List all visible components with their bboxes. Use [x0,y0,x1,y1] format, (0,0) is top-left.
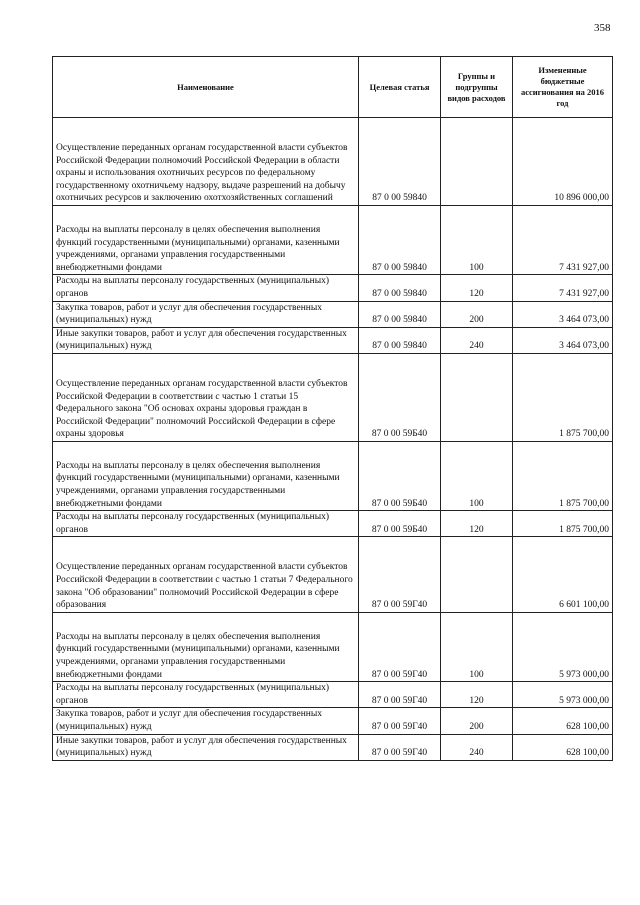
row-amount: 5 973 000,00 [513,682,613,708]
row-name: Осуществление переданных органам государственной власти субъектов Российской Федерации полномочий Российской Федерации в области охраны и использования охотничьих ресурсов по федеральному государственному охотничьему надзору, выдаче разрешений на добычу охотничьих ресурсов и заключению охотхозяйственных соглашений [53,118,359,206]
row-expense-group: 240 [441,327,513,353]
budget-table [52,56,613,761]
row-target-article: 87 0 00 59Г40 [359,537,441,612]
header-target-article: Целевая статья [359,57,441,118]
row-target-article: 87 0 00 59Г40 [359,734,441,760]
table-row [53,682,613,708]
row-expense-group [441,118,513,206]
row-target-article: 87 0 00 59840 [359,118,441,206]
table-row [53,511,613,537]
row-name: Расходы на выплаты персоналу в целях обеспечения выполнения функций государственными (муниципальными) органами, казенными учреждениями, органами управления государственными внебюджетными фондами [53,205,359,274]
row-amount: 10 896 000,00 [513,118,613,206]
row-expense-group: 120 [441,275,513,301]
table-row [53,612,613,681]
table-row [53,734,613,760]
row-expense-group: 200 [441,708,513,734]
header-allocations: Измененные бюджетные ассигнования на 2016 год [513,57,613,118]
row-name: Расходы на выплаты персоналу в целях обеспечения выполнения функций государственными (муниципальными) органами, казенными учреждениями, органами управления государственными внебюджетными фондами [53,441,359,510]
row-name: Закупка товаров, работ и услуг для обеспечения государственных (муниципальных) нужд [53,708,359,734]
row-name: Расходы на выплаты персоналу государственных (муниципальных) органов [53,682,359,708]
row-amount: 628 100,00 [513,708,613,734]
row-amount: 6 601 100,00 [513,537,613,612]
row-name: Иные закупки товаров, работ и услуг для обеспечения государственных (муниципальных) нужд [53,734,359,760]
row-amount: 628 100,00 [513,734,613,760]
row-name: Осуществление переданных органам государственной власти субъектов Российской Федерации в соответствии с частью 1 статьи 15 Федерального закона "Об основах охраны здоровья граждан в Российской Федерации" полномочий Российской Федерации в сфере охраны здоровья [53,353,359,441]
row-target-article: 87 0 00 59Б40 [359,511,441,537]
row-target-article: 87 0 00 59840 [359,275,441,301]
row-name: Закупка товаров, работ и услуг для обеспечения государственных (муниципальных) нужд [53,301,359,327]
row-expense-group: 200 [441,301,513,327]
row-amount: 1 875 700,00 [513,511,613,537]
row-name: Расходы на выплаты персоналу государственных (муниципальных) органов [53,275,359,301]
header-name: Наименование [53,57,359,118]
row-expense-group: 100 [441,441,513,510]
row-expense-group: 100 [441,205,513,274]
row-expense-group: 120 [441,511,513,537]
row-amount: 3 464 073,00 [513,327,613,353]
table-row [53,537,613,612]
table-row [53,353,613,441]
table-row [53,441,613,510]
row-target-article: 87 0 00 59840 [359,327,441,353]
header-expense-groups: Группы и подгруппы видов расходов [441,57,513,118]
table-row [53,708,613,734]
row-expense-group: 120 [441,682,513,708]
table-body [53,118,613,761]
row-target-article: 87 0 00 59Г40 [359,612,441,681]
row-expense-group [441,537,513,612]
row-target-article: 87 0 00 59Г40 [359,682,441,708]
table-row [53,118,613,206]
row-target-article: 87 0 00 59840 [359,301,441,327]
row-name: Расходы на выплаты персоналу в целях обеспечения выполнения функций государственными (муниципальными) органами, казенными учреждениями, органами управления государственными внебюджетными фондами [53,612,359,681]
row-amount: 5 973 000,00 [513,612,613,681]
table-row [53,301,613,327]
row-amount: 3 464 073,00 [513,301,613,327]
row-target-article: 87 0 00 59Б40 [359,353,441,441]
table-row [53,275,613,301]
row-target-article: 87 0 00 59Б40 [359,441,441,510]
row-expense-group: 240 [441,734,513,760]
row-amount: 7 431 927,00 [513,275,613,301]
row-name: Расходы на выплаты персоналу государственных (муниципальных) органов [53,511,359,537]
table-header-row [53,57,613,118]
row-amount: 7 431 927,00 [513,205,613,274]
table-row [53,327,613,353]
row-expense-group: 100 [441,612,513,681]
row-amount: 1 875 700,00 [513,441,613,510]
row-name: Осуществление переданных органам государственной власти субъектов Российской Федерации в соответствии с частью 1 статьи 7 Федерального закона "Об образовании" полномочий Российской Федерации в сфере образования [53,537,359,612]
row-name: Иные закупки товаров, работ и услуг для обеспечения государственных (муниципальных) нужд [53,327,359,353]
table-row [53,205,613,274]
page-number: 358 [594,22,611,34]
row-amount: 1 875 700,00 [513,353,613,441]
row-target-article: 87 0 00 59840 [359,205,441,274]
row-expense-group [441,353,513,441]
row-target-article: 87 0 00 59Г40 [359,708,441,734]
